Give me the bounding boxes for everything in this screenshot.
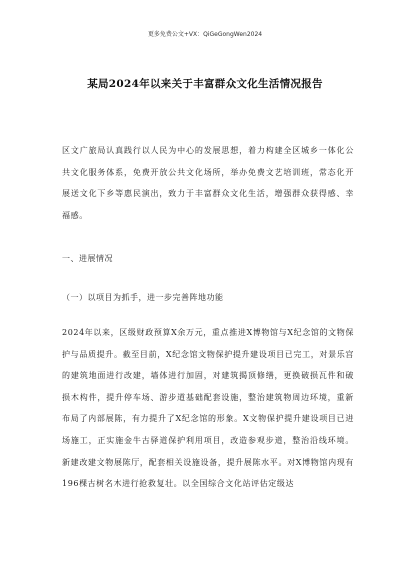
section-heading: 一、进展情况 (62, 254, 113, 263)
subsection-heading: （一）以项目为抓手，进一步完善阵地功能 (62, 293, 224, 302)
body-paragraph: 2024年以来，区级财政预算X余万元，重点推进X博物馆与X纪念馆的文物保护与品质提升。截至目前，X纪念馆文物保护提升建设项目已完工，对景乐宫的建筑地面进行改建，墙体进行加固，对建筑揭顶修缮，更换破损瓦件和破损木构件，提升停车场、游步道基础配套设施，整治建筑物周边环境，重新布局了内部展陈，有力提升了X纪念馆的形象。X文物保护提升建设项目已进场施工，正实施金牛古驿道保护利用项目，改造参观步道，整治沿线环境。新建改建文物展陈厅，配套相关设施设备，提升展陈水平。对X博物馆内现有196棵古树名木进行抢救复壮。以全国综合文化站评估定级达 (62, 328, 354, 489)
page-header: 更多免费公文+VX：QiGeGongWen2024 (147, 31, 263, 38)
document-title: 某局2024年以来关于丰富群众文化生活情况报告 (87, 78, 323, 90)
intro-paragraph: 区文广旅局认真践行以人民为中心的发展思想，着力构建全区城乡一体化公共文化服务体系，免费开放公共文化场所，举办免费文艺培训班，常态化开展送文化下乡等惠民演出，致力于丰富群众文化生活，增强群众获得感、幸福感。 (62, 146, 354, 220)
